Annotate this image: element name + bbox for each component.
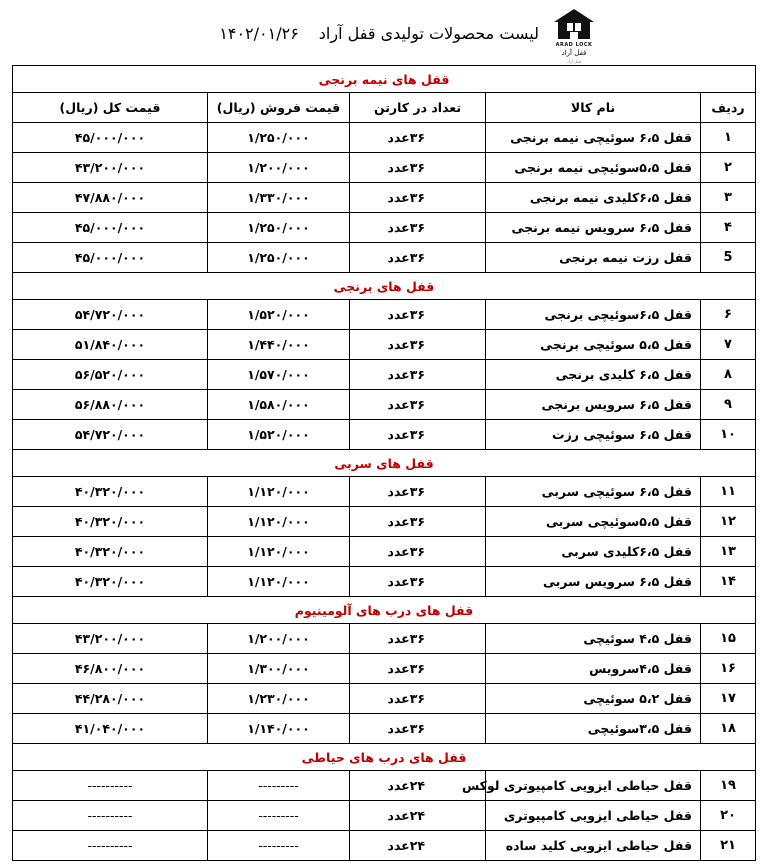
unit-price: ۱/۱۴۰/۰۰۰ [208, 714, 350, 744]
section-title: قفل های درب های حیاطی [13, 744, 756, 771]
logo-english-text: ARAD LOCK [555, 42, 593, 48]
table-row [13, 714, 756, 744]
price-list-body [13, 66, 756, 861]
section-title-row [13, 597, 756, 624]
unit-price: ۱/۲۵۰/۰۰۰ [208, 243, 350, 273]
row-number: 5 [701, 243, 756, 273]
logo-persian-text: قفل آراد [561, 49, 587, 57]
row-number: ۷ [701, 330, 756, 360]
unit-price: ۱/۱۲۰/۰۰۰ [208, 537, 350, 567]
section-title: قفل های برنجی [13, 273, 756, 300]
row-number: ۱۴ [701, 567, 756, 597]
header-row-number: ردیف [701, 93, 756, 123]
unit-price: ۱/۲۰۰/۰۰۰ [208, 153, 350, 183]
total-price: ۵۴/۷۲۰/۰۰۰ [13, 300, 208, 330]
product-name: قفل ۶،۵ سرویس سربی [486, 567, 701, 597]
unit-price: --------- [208, 801, 350, 831]
product-name: قفل ۶،۵کلیدی نیمه برنجی [486, 183, 701, 213]
quantity: ۳۶عدد [350, 654, 486, 684]
product-name: قفل ۵،۵سوئیچی نیمه برنجی [486, 153, 701, 183]
table-row [13, 420, 756, 450]
product-name: قفل ۴،۵ سوئیچی [486, 624, 701, 654]
unit-price: ۱/۲۵۰/۰۰۰ [208, 123, 350, 153]
section-title: قفل های نیمه برنجی [13, 66, 756, 93]
unit-price: ۱/۵۸۰/۰۰۰ [208, 390, 350, 420]
product-name: قفل ۶،۵ سرویس برنجی [486, 390, 701, 420]
row-number: ۲ [701, 153, 756, 183]
table-row [13, 243, 756, 273]
row-number: ۸ [701, 360, 756, 390]
table-row [13, 771, 756, 801]
row-number: ۱۶ [701, 654, 756, 684]
table-row [13, 801, 756, 831]
unit-price: --------- [208, 771, 350, 801]
unit-price: ۱/۲۳۰/۰۰۰ [208, 684, 350, 714]
table-row [13, 183, 756, 213]
quantity: ۳۶عدد [350, 507, 486, 537]
quantity: ۳۶عدد [350, 183, 486, 213]
product-name: قفل حیاطی ایزویی کامپیوتری لوکس [486, 771, 701, 801]
section-title: قفل های درب های آلومینیوم [13, 597, 756, 624]
quantity: ۳۶عدد [350, 477, 486, 507]
row-number: ۱۱ [701, 477, 756, 507]
row-number: ۶ [701, 300, 756, 330]
product-name: قفل ۴،۵سرویس [486, 654, 701, 684]
product-name: قفل حیاطی ایزویی کلید ساده [486, 831, 701, 861]
table-row [13, 123, 756, 153]
total-price: ۴۳/۲۰۰/۰۰۰ [13, 153, 208, 183]
document-header [0, 0, 767, 66]
table-row [13, 684, 756, 714]
quantity: ۲۴عدد [350, 801, 486, 831]
header-product-name: نام کالا [486, 93, 701, 123]
product-name: قفل ۶،۵ سوئیچی نیمه برنجی [486, 123, 701, 153]
table-row [13, 567, 756, 597]
total-price: ۴۱/۰۴۰/۰۰۰ [13, 714, 208, 744]
table-row [13, 624, 756, 654]
table-row [13, 153, 756, 183]
row-number: ۲۱ [701, 831, 756, 861]
quantity: ۳۶عدد [350, 390, 486, 420]
unit-price: ۱/۱۲۰/۰۰۰ [208, 477, 350, 507]
unit-price: ۱/۲۰۰/۰۰۰ [208, 624, 350, 654]
unit-price: ۱/۵۲۰/۰۰۰ [208, 420, 350, 450]
title-date: ۱۴۰۲/۰۱/۲۶ [219, 24, 299, 43]
total-price: ۴۰/۳۲۰/۰۰۰ [13, 567, 208, 597]
section-title-row [13, 450, 756, 477]
total-price: ۴۶/۸۰۰/۰۰۰ [13, 654, 208, 684]
total-price: ۵۱/۸۴۰/۰۰۰ [13, 330, 208, 360]
table-row [13, 537, 756, 567]
unit-price: ۱/۳۳۰/۰۰۰ [208, 183, 350, 213]
quantity: ۲۴عدد [350, 831, 486, 861]
product-name: قفل ۶،۵ سوئیچی سربی [486, 477, 701, 507]
unit-price: ۱/۵۷۰/۰۰۰ [208, 360, 350, 390]
table-row [13, 477, 756, 507]
table-row [13, 213, 756, 243]
unit-price: ۱/۳۰۰/۰۰۰ [208, 654, 350, 684]
quantity: ۳۶عدد [350, 684, 486, 714]
table-row [13, 831, 756, 861]
product-name: قفل ۶،۵ سوئیچی رزت [486, 420, 701, 450]
total-price: ۴۰/۳۲۰/۰۰۰ [13, 477, 208, 507]
table-row [13, 330, 756, 360]
quantity: ۳۶عدد [350, 567, 486, 597]
unit-price: ۱/۵۲۰/۰۰۰ [208, 300, 350, 330]
total-price: ۴۵/۰۰۰/۰۰۰ [13, 213, 208, 243]
price-list-table [12, 65, 756, 861]
header-unit-price: قیمت فروش (ریال) [208, 93, 350, 123]
total-price: ۴۷/۸۸۰/۰۰۰ [13, 183, 208, 213]
quantity: ۳۶عدد [350, 243, 486, 273]
logo-subtext: قفل آراد [566, 59, 582, 64]
total-price: ۵۴/۷۲۰/۰۰۰ [13, 420, 208, 450]
row-number: ۹ [701, 390, 756, 420]
header-quantity: تعداد در کارتن [350, 93, 486, 123]
section-title-row [13, 744, 756, 771]
row-number: ۱۳ [701, 537, 756, 567]
unit-price: ۱/۲۵۰/۰۰۰ [208, 213, 350, 243]
header-total-price: قیمت کل (ریال) [13, 93, 208, 123]
unit-price: ۱/۱۲۰/۰۰۰ [208, 507, 350, 537]
quantity: ۳۶عدد [350, 714, 486, 744]
table-row [13, 654, 756, 684]
quantity: ۳۶عدد [350, 360, 486, 390]
quantity: ۳۶عدد [350, 330, 486, 360]
quantity: ۳۶عدد [350, 420, 486, 450]
company-logo [549, 8, 599, 64]
row-number: ۲۰ [701, 801, 756, 831]
table-row [13, 390, 756, 420]
row-number: ۱۸ [701, 714, 756, 744]
total-price: ۴۳/۲۰۰/۰۰۰ [13, 624, 208, 654]
unit-price: --------- [208, 831, 350, 861]
row-number: ۱۹ [701, 771, 756, 801]
product-name: قفل ۵،۵ سوئیچی برنجی [486, 330, 701, 360]
header-row [13, 93, 756, 123]
unit-price: ۱/۴۴۰/۰۰۰ [208, 330, 350, 360]
title-text: لیست محصولات تولیدی قفل آراد [318, 24, 539, 43]
quantity: ۳۶عدد [350, 123, 486, 153]
product-name: قفل ۶،۵ کلیدی برنجی [486, 360, 701, 390]
total-price: ---------- [13, 801, 208, 831]
total-price: ۴۰/۳۲۰/۰۰۰ [13, 537, 208, 567]
quantity: ۳۶عدد [350, 300, 486, 330]
unit-price: ۱/۱۲۰/۰۰۰ [208, 567, 350, 597]
product-name: قفل ۶،۵ سرویس نیمه برنجی [486, 213, 701, 243]
section-title-row [13, 273, 756, 300]
quantity: ۳۶عدد [350, 153, 486, 183]
table-row [13, 300, 756, 330]
product-name: قفل ۳،۵سوئیچی [486, 714, 701, 744]
total-price: ۵۶/۸۸۰/۰۰۰ [13, 390, 208, 420]
section-title: قفل های سربی [13, 450, 756, 477]
total-price: ۴۰/۳۲۰/۰۰۰ [13, 507, 208, 537]
row-number: ۱۰ [701, 420, 756, 450]
total-price: ---------- [13, 831, 208, 861]
product-name: قفل ۵،۲ سوئیچی [486, 684, 701, 714]
product-name: قفل ۶،۵سوئیچی برنجی [486, 300, 701, 330]
product-name: قفل رزت نیمه برنجی [486, 243, 701, 273]
document-title [219, 24, 539, 43]
total-price: ۴۴/۲۸۰/۰۰۰ [13, 684, 208, 714]
row-number: ۱۵ [701, 624, 756, 654]
total-price: ---------- [13, 771, 208, 801]
row-number: ۱۷ [701, 684, 756, 714]
quantity: ۳۶عدد [350, 537, 486, 567]
quantity: ۳۶عدد [350, 624, 486, 654]
section-title-row [13, 66, 756, 93]
total-price: ۵۶/۵۲۰/۰۰۰ [13, 360, 208, 390]
quantity: ۳۶عدد [350, 213, 486, 243]
row-number: ۴ [701, 213, 756, 243]
total-price: ۴۵/۰۰۰/۰۰۰ [13, 243, 208, 273]
row-number: ۱۲ [701, 507, 756, 537]
row-number: ۳ [701, 183, 756, 213]
total-price: ۴۵/۰۰۰/۰۰۰ [13, 123, 208, 153]
table-row [13, 360, 756, 390]
house-logo-icon [553, 8, 595, 40]
product-name: قفل ۶،۵کلیدی سربی [486, 537, 701, 567]
row-number: ۱ [701, 123, 756, 153]
quantity: ۲۴عدد [350, 771, 486, 801]
table-row [13, 507, 756, 537]
product-name: قفل حیاطی ایزویی کامپیوتری [486, 801, 701, 831]
product-name: قفل ۵،۵سوئیچی سربی [486, 507, 701, 537]
